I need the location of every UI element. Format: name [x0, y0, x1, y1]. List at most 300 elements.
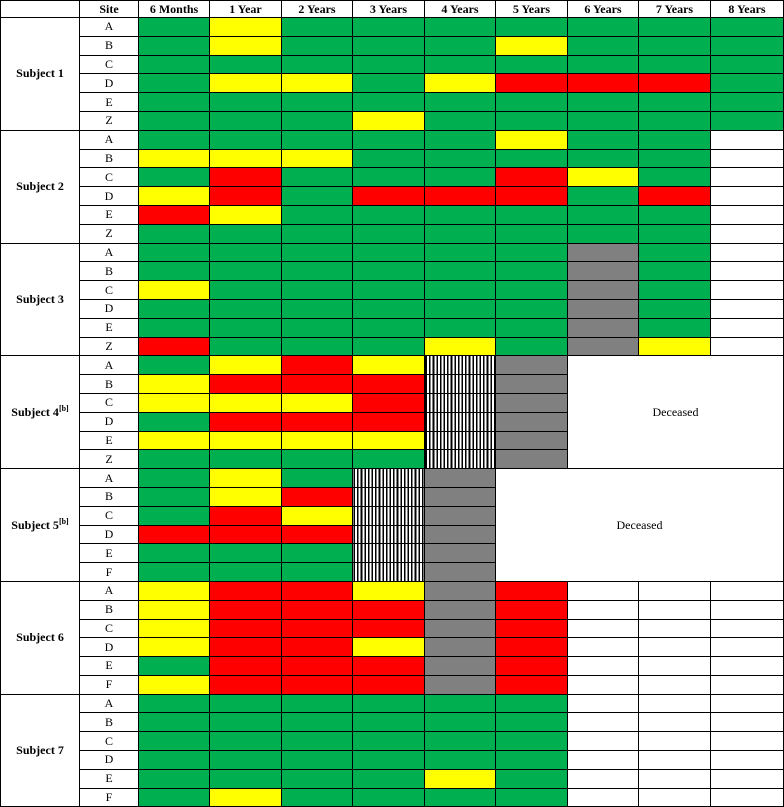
status-cell — [210, 356, 282, 375]
status-cell — [139, 18, 210, 37]
status-cell — [282, 393, 353, 412]
status-cell — [496, 356, 568, 375]
status-cell — [353, 111, 425, 130]
status-cell — [639, 224, 711, 243]
status-cell — [210, 544, 282, 563]
status-cell — [425, 36, 496, 55]
header-1-year: 1 Year — [210, 1, 282, 18]
status-cell — [282, 713, 353, 732]
header-3-years: 3 Years — [353, 1, 425, 18]
status-cell — [353, 130, 425, 149]
status-cell — [210, 243, 282, 262]
site-label: B — [80, 149, 139, 168]
site-label: C — [80, 281, 139, 300]
status-cell — [425, 55, 496, 74]
table-row — [1, 262, 784, 281]
header-7-years: 7 Years — [639, 1, 711, 18]
status-cell — [568, 111, 639, 130]
site-label: D — [80, 638, 139, 657]
status-cell — [639, 74, 711, 93]
status-cell — [210, 751, 282, 770]
status-cell — [210, 788, 282, 807]
status-cell — [711, 168, 784, 187]
status-cell — [210, 563, 282, 582]
status-cell — [568, 600, 639, 619]
site-label: A — [80, 18, 139, 37]
table-row — [1, 751, 784, 770]
status-cell — [711, 36, 784, 55]
status-cell — [639, 262, 711, 281]
status-cell — [139, 544, 210, 563]
subject-label — [1, 356, 80, 469]
status-cell — [496, 18, 568, 37]
subject-footnote: [b] — [58, 517, 69, 527]
site-label: C — [80, 393, 139, 412]
header-6-months: 6 Months — [139, 1, 210, 18]
status-cell — [353, 356, 425, 375]
table-row — [1, 299, 784, 318]
status-cell — [353, 544, 425, 563]
site-label: D — [80, 751, 139, 770]
status-cell — [425, 205, 496, 224]
status-cell — [282, 281, 353, 300]
subject-label — [1, 694, 80, 807]
status-cell — [425, 168, 496, 187]
status-cell — [639, 281, 711, 300]
table-row — [1, 36, 784, 55]
status-cell — [139, 751, 210, 770]
status-cell — [639, 769, 711, 788]
status-cell — [139, 318, 210, 337]
status-cell — [711, 74, 784, 93]
status-cell — [425, 638, 496, 657]
status-cell — [210, 130, 282, 149]
status-cell — [282, 111, 353, 130]
subject-name: Subject 7 — [16, 743, 64, 758]
site-label: A — [80, 130, 139, 149]
status-cell — [425, 375, 496, 394]
site-label: Z — [80, 111, 139, 130]
status-cell — [639, 337, 711, 356]
status-cell — [139, 243, 210, 262]
site-label: A — [80, 243, 139, 262]
status-cell — [353, 375, 425, 394]
table-row — [1, 281, 784, 300]
status-cell — [353, 525, 425, 544]
status-cell — [282, 299, 353, 318]
status-cell — [353, 168, 425, 187]
status-cell — [568, 168, 639, 187]
status-cell — [639, 657, 711, 676]
status-cell — [210, 412, 282, 431]
status-cell — [210, 111, 282, 130]
status-cell — [496, 93, 568, 112]
site-label: Z — [80, 337, 139, 356]
status-cell — [568, 130, 639, 149]
status-cell — [568, 675, 639, 694]
status-cell — [496, 769, 568, 788]
subject-label — [1, 469, 80, 582]
site-label: B — [80, 713, 139, 732]
status-cell — [353, 450, 425, 469]
status-cell — [139, 205, 210, 224]
status-cell — [711, 299, 784, 318]
status-cell — [353, 262, 425, 281]
status-cell — [353, 619, 425, 638]
status-cell — [711, 788, 784, 807]
subject-name: Subject 2 — [16, 179, 64, 194]
status-cell — [711, 281, 784, 300]
status-cell — [139, 525, 210, 544]
subject-label — [1, 243, 80, 356]
status-cell — [210, 299, 282, 318]
status-cell — [282, 224, 353, 243]
status-cell — [282, 375, 353, 394]
status-cell — [139, 393, 210, 412]
site-label: A — [80, 356, 139, 375]
status-cell — [711, 130, 784, 149]
status-cell — [496, 600, 568, 619]
site-label: B — [80, 600, 139, 619]
status-cell — [282, 563, 353, 582]
table-row — [1, 318, 784, 337]
status-cell — [711, 93, 784, 112]
status-cell — [639, 751, 711, 770]
status-cell — [210, 638, 282, 657]
status-cell — [282, 431, 353, 450]
status-cell — [425, 525, 496, 544]
status-cell — [425, 732, 496, 751]
status-cell — [711, 675, 784, 694]
status-cell — [425, 751, 496, 770]
status-cell — [353, 281, 425, 300]
site-label: D — [80, 74, 139, 93]
site-label: F — [80, 675, 139, 694]
status-cell — [282, 751, 353, 770]
status-cell — [425, 450, 496, 469]
table-body — [1, 18, 784, 807]
status-cell — [568, 694, 639, 713]
status-cell — [210, 93, 282, 112]
status-cell — [568, 55, 639, 74]
header-4-years: 4 Years — [425, 1, 496, 18]
status-cell — [496, 732, 568, 751]
status-cell — [711, 638, 784, 657]
status-cell — [282, 205, 353, 224]
status-cell — [496, 243, 568, 262]
status-cell — [139, 450, 210, 469]
status-cell — [139, 36, 210, 55]
status-cell — [639, 638, 711, 657]
status-cell — [282, 544, 353, 563]
site-label: E — [80, 544, 139, 563]
status-cell — [282, 581, 353, 600]
status-cell — [496, 262, 568, 281]
status-cell — [711, 111, 784, 130]
status-cell — [425, 281, 496, 300]
status-cell — [210, 205, 282, 224]
status-cell — [639, 788, 711, 807]
site-label: D — [80, 412, 139, 431]
deceased-note: Deceased — [496, 469, 784, 582]
status-cell — [425, 337, 496, 356]
status-cell — [496, 55, 568, 74]
status-cell — [210, 187, 282, 206]
subject-label — [1, 130, 80, 243]
status-cell — [639, 732, 711, 751]
site-label: C — [80, 55, 139, 74]
status-cell — [353, 563, 425, 582]
status-cell — [425, 111, 496, 130]
site-label: C — [80, 732, 139, 751]
status-cell — [639, 581, 711, 600]
status-cell — [496, 281, 568, 300]
status-cell — [353, 431, 425, 450]
status-cell — [210, 525, 282, 544]
site-label: D — [80, 187, 139, 206]
status-cell — [711, 149, 784, 168]
status-cell — [639, 619, 711, 638]
status-cell — [139, 74, 210, 93]
status-cell — [139, 187, 210, 206]
status-cell — [353, 18, 425, 37]
status-cell — [282, 18, 353, 37]
status-cell — [282, 732, 353, 751]
status-cell — [568, 74, 639, 93]
status-cell — [282, 74, 353, 93]
status-cell — [711, 205, 784, 224]
status-cell — [282, 318, 353, 337]
status-cell — [139, 375, 210, 394]
status-cell — [139, 337, 210, 356]
status-cell — [425, 544, 496, 563]
status-cell — [139, 788, 210, 807]
status-cell — [639, 168, 711, 187]
status-cell — [568, 751, 639, 770]
table-row — [1, 713, 784, 732]
status-cell — [139, 563, 210, 582]
status-cell — [353, 318, 425, 337]
status-cell — [711, 600, 784, 619]
status-cell — [210, 431, 282, 450]
status-cell — [568, 619, 639, 638]
subject-name: Subject 3 — [16, 291, 64, 306]
status-cell — [282, 149, 353, 168]
status-cell — [139, 469, 210, 488]
status-cell — [425, 130, 496, 149]
status-cell — [639, 205, 711, 224]
status-cell — [425, 187, 496, 206]
status-cell — [210, 619, 282, 638]
subject-name: Subject 5 — [11, 518, 59, 533]
status-cell — [139, 224, 210, 243]
status-cell — [353, 337, 425, 356]
status-cell — [282, 788, 353, 807]
status-cell — [139, 168, 210, 187]
status-cell — [425, 469, 496, 488]
status-cell — [496, 205, 568, 224]
status-cell — [496, 130, 568, 149]
site-label: F — [80, 563, 139, 582]
status-cell — [353, 600, 425, 619]
status-cell — [139, 732, 210, 751]
status-cell — [496, 657, 568, 676]
status-cell — [282, 675, 353, 694]
status-cell — [711, 318, 784, 337]
status-cell — [282, 93, 353, 112]
header-cell — [1, 1, 80, 18]
table-row — [1, 187, 784, 206]
status-cell — [282, 337, 353, 356]
status-cell — [425, 93, 496, 112]
status-cell — [210, 769, 282, 788]
table-row — [1, 469, 784, 488]
status-cell — [210, 657, 282, 676]
status-cell — [639, 36, 711, 55]
status-cell — [353, 205, 425, 224]
status-cell — [282, 487, 353, 506]
table-row — [1, 93, 784, 112]
status-cell — [282, 36, 353, 55]
status-cell — [139, 93, 210, 112]
status-cell — [353, 469, 425, 488]
status-cell — [711, 262, 784, 281]
status-cell — [639, 694, 711, 713]
table-row — [1, 619, 784, 638]
status-cell — [282, 450, 353, 469]
status-cell — [425, 713, 496, 732]
status-cell — [282, 694, 353, 713]
status-cell — [353, 299, 425, 318]
status-cell — [210, 18, 282, 37]
table-row — [1, 675, 784, 694]
status-cell — [282, 187, 353, 206]
table-row — [1, 657, 784, 676]
status-cell — [568, 299, 639, 318]
status-cell — [139, 638, 210, 657]
status-cell — [282, 356, 353, 375]
status-cell — [425, 581, 496, 600]
table-row — [1, 168, 784, 187]
status-cell — [639, 299, 711, 318]
site-label: D — [80, 525, 139, 544]
status-cell — [353, 506, 425, 525]
status-cell — [282, 130, 353, 149]
status-cell — [425, 74, 496, 93]
site-label: B — [80, 36, 139, 55]
status-cell — [353, 74, 425, 93]
status-cell — [139, 55, 210, 74]
status-cell — [282, 168, 353, 187]
status-cell — [353, 788, 425, 807]
site-label: F — [80, 788, 139, 807]
status-cell — [639, 600, 711, 619]
status-cell — [210, 262, 282, 281]
table-row — [1, 243, 784, 262]
status-cell — [496, 168, 568, 187]
status-cell — [496, 224, 568, 243]
status-cell — [496, 318, 568, 337]
status-cell — [282, 55, 353, 74]
table-row — [1, 205, 784, 224]
status-cell — [139, 130, 210, 149]
status-cell — [496, 337, 568, 356]
status-cell — [353, 638, 425, 657]
status-cell — [210, 581, 282, 600]
status-cell — [496, 74, 568, 93]
status-cell — [568, 657, 639, 676]
status-cell — [496, 788, 568, 807]
status-cell — [210, 487, 282, 506]
status-cell — [711, 581, 784, 600]
status-cell — [282, 769, 353, 788]
status-cell — [568, 243, 639, 262]
status-cell — [139, 111, 210, 130]
site-label: B — [80, 375, 139, 394]
site-label: C — [80, 619, 139, 638]
subject-footnote: [b] — [58, 404, 69, 414]
status-cell — [139, 713, 210, 732]
site-label: D — [80, 299, 139, 318]
site-label: A — [80, 694, 139, 713]
status-cell — [639, 130, 711, 149]
site-label: Z — [80, 450, 139, 469]
subject-label — [1, 18, 80, 131]
status-cell — [639, 675, 711, 694]
table-row — [1, 638, 784, 657]
status-cell — [425, 318, 496, 337]
status-cell — [639, 243, 711, 262]
status-cell — [425, 563, 496, 582]
status-cell — [568, 262, 639, 281]
header-8-years: 8 Years — [711, 1, 784, 18]
status-cell — [139, 600, 210, 619]
status-cell — [711, 769, 784, 788]
status-cell — [210, 36, 282, 55]
status-cell — [568, 732, 639, 751]
status-cell — [210, 224, 282, 243]
status-cell — [425, 149, 496, 168]
status-cell — [568, 713, 639, 732]
status-cell — [282, 506, 353, 525]
status-cell — [639, 18, 711, 37]
status-cell — [568, 318, 639, 337]
status-cell — [353, 675, 425, 694]
status-cell — [353, 581, 425, 600]
status-cell — [496, 412, 568, 431]
status-cell — [353, 732, 425, 751]
status-cell — [139, 281, 210, 300]
status-cell — [353, 694, 425, 713]
header-row — [1, 1, 784, 18]
table-row — [1, 149, 784, 168]
subject-name: Subject 6 — [16, 630, 64, 645]
status-cell — [425, 657, 496, 676]
status-cell — [568, 205, 639, 224]
status-cell — [282, 619, 353, 638]
status-cell — [282, 262, 353, 281]
status-cell — [282, 412, 353, 431]
site-label: E — [80, 318, 139, 337]
site-label: C — [80, 168, 139, 187]
status-cell — [711, 337, 784, 356]
status-cell — [568, 224, 639, 243]
status-cell — [353, 36, 425, 55]
status-cell — [711, 187, 784, 206]
status-cell — [496, 713, 568, 732]
status-cell — [425, 412, 496, 431]
table-row — [1, 224, 784, 243]
